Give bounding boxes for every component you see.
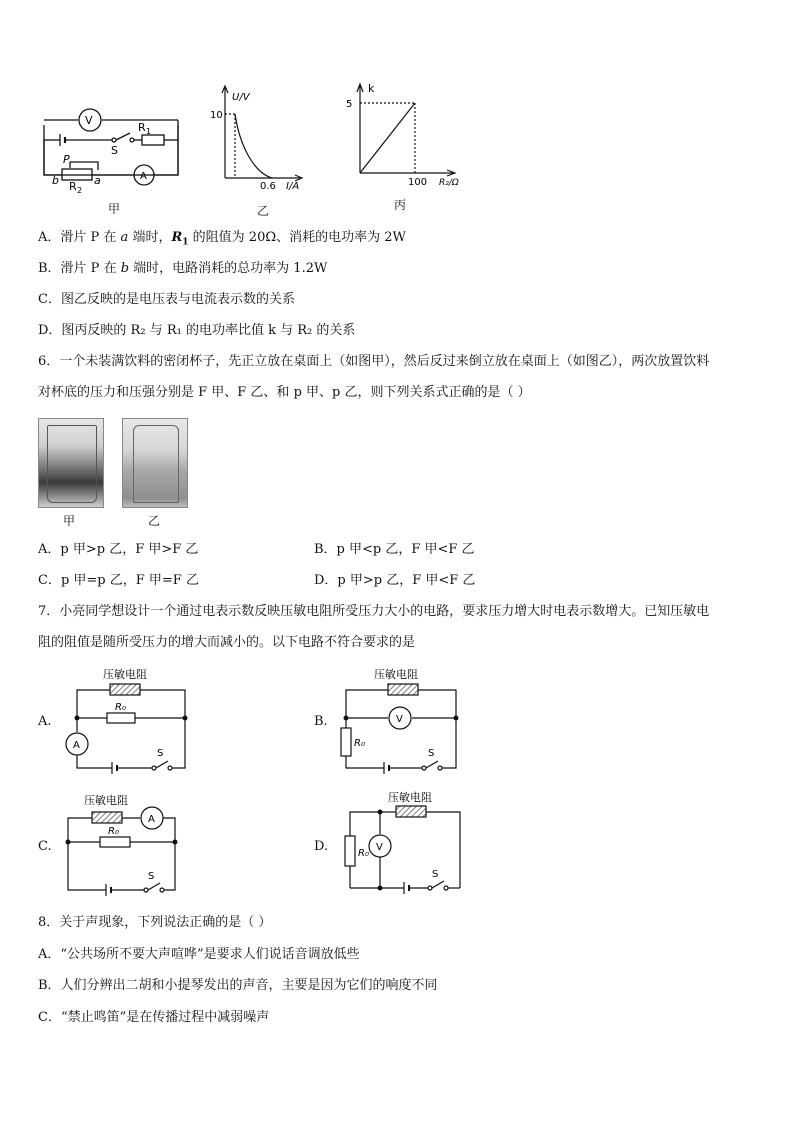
- cup-inverted-photo: [122, 418, 188, 508]
- q6-stem-2: 对杯底的压力和压强分别是 F 甲、F 乙、和 p 甲、p 乙，则下列关系式正确的是（ ）: [38, 385, 531, 400]
- q6-caption-yi: 乙: [148, 514, 161, 528]
- q6-caption-jia: 甲: [63, 514, 76, 528]
- q8-option-a: A．“公共场所不要大声喧哗”是要求人们说话音调放低些: [38, 947, 360, 962]
- q7-option-d-label: D.: [314, 839, 329, 854]
- r1-label: R: [138, 121, 146, 134]
- caption-bing: 丙: [394, 198, 407, 212]
- end-b-label: b: [52, 174, 59, 187]
- q7b-switch-label: S: [428, 748, 435, 759]
- caption-yi: 乙: [257, 204, 270, 218]
- ammeter-label: A: [140, 171, 147, 182]
- q7-circuit-a: [60, 664, 200, 776]
- q5-graph-yi: [210, 78, 310, 193]
- q8-stem: 8．关于声现象，下列说法正确的是（ ）: [38, 915, 272, 930]
- q7-circuit-d: [336, 790, 476, 900]
- r2-label: R: [69, 180, 77, 193]
- q6-option-c: C．p 甲=p 乙，F 甲=F 乙: [38, 573, 199, 588]
- voltmeter-label: V: [85, 114, 93, 127]
- bing-y5: 5: [346, 99, 353, 110]
- q7-circuit-b: [336, 664, 476, 776]
- q7d-switch-label: S: [432, 869, 439, 880]
- q7b-press-label: 压敏电阻: [374, 668, 418, 681]
- q7c-press-label: 压敏电阻: [84, 794, 128, 807]
- yi-x06: 0.6: [260, 181, 276, 192]
- q5-circuit-jia: [38, 100, 188, 195]
- q7d-voltmeter-label: V: [376, 842, 383, 853]
- bing-ylabel: k: [368, 82, 375, 95]
- q7a-ammeter-label: A: [73, 740, 80, 751]
- q7d-press-label: 压敏电阻: [388, 791, 432, 804]
- q7a-press-label: 压敏电阻: [103, 668, 147, 681]
- q5-option-c: C．图乙反映的是电压表与电流表示数的关系: [38, 292, 295, 307]
- q6-option-a: A．p 甲>p 乙，F 甲>F 乙: [38, 542, 199, 557]
- q7b-r0-label: R₀: [354, 738, 365, 749]
- q7-stem-2: 阻的阻值是随所受压力的增大而减小的。以下电路不符合要求的是: [38, 635, 416, 650]
- q7a-switch-label: S: [157, 748, 164, 759]
- q7a-r0-label: R₀: [115, 702, 126, 713]
- slider-p-label: P: [63, 153, 70, 166]
- q8-option-b: B．人们分辨出二胡和小提琴发出的声音，主要是因为它们的响度不同: [38, 978, 438, 993]
- switch-label: S: [111, 144, 118, 157]
- yi-y10: 10: [210, 110, 223, 121]
- q7d-r0-label: R₀: [358, 848, 369, 859]
- q6-option-b: B．p 甲<p 乙，F 甲<F 乙: [314, 542, 475, 557]
- q7-option-a-label: A.: [38, 714, 52, 729]
- q7-option-c-label: C.: [38, 839, 52, 854]
- q7b-voltmeter-label: V: [396, 714, 403, 725]
- r2-sub: 2: [77, 186, 83, 195]
- q5-option-a: A．滑片 P 在 a 端时，$R_1$ 的阻值为 20Ω、消耗的电功率为 2W: [38, 230, 406, 248]
- bing-xlabel: R₂/Ω: [439, 178, 459, 188]
- q7c-r0-label: R₀: [108, 826, 119, 837]
- q7c-switch-label: S: [148, 871, 155, 882]
- yi-ylabel: U/V: [232, 92, 250, 103]
- q6-option-d: D．p 甲>p 乙，F 甲<F 乙: [314, 573, 476, 588]
- end-a-label: a: [94, 174, 101, 187]
- q7-circuit-c: [60, 790, 200, 900]
- q5-graph-bing: [338, 78, 468, 193]
- r1-sub: 1: [146, 127, 152, 136]
- q8-option-c: C．“禁止鸣笛”是在传播过程中减弱噪声: [38, 1010, 270, 1025]
- caption-jia: 甲: [108, 202, 121, 216]
- cup-upright-photo: [38, 418, 104, 508]
- q7-stem-1: 7．小亮同学想设计一个通过电表示数反映压敏电阻所受压力大小的电路，要求压力增大时电表示数增大。已知压敏电: [38, 604, 710, 619]
- q6-stem-1: 6．一个未装满饮料的密闭杯子，先正立放在桌面上（如图甲），然后反过来倒立放在桌面上（如图乙），两次放置饮料: [38, 354, 710, 369]
- bing-x100: 100: [408, 177, 428, 188]
- q5-option-b: B．滑片 P 在 b 端时，电路消耗的总功率为 1.2W: [38, 261, 328, 276]
- q5-option-d: D．图丙反映的 R₂ 与 R₁ 的电功率比值 k 与 R₂ 的关系: [38, 323, 356, 338]
- q7c-ammeter-label: A: [148, 814, 155, 825]
- q7-option-b-label: B.: [314, 714, 328, 729]
- yi-xlabel: I/A: [286, 181, 300, 192]
